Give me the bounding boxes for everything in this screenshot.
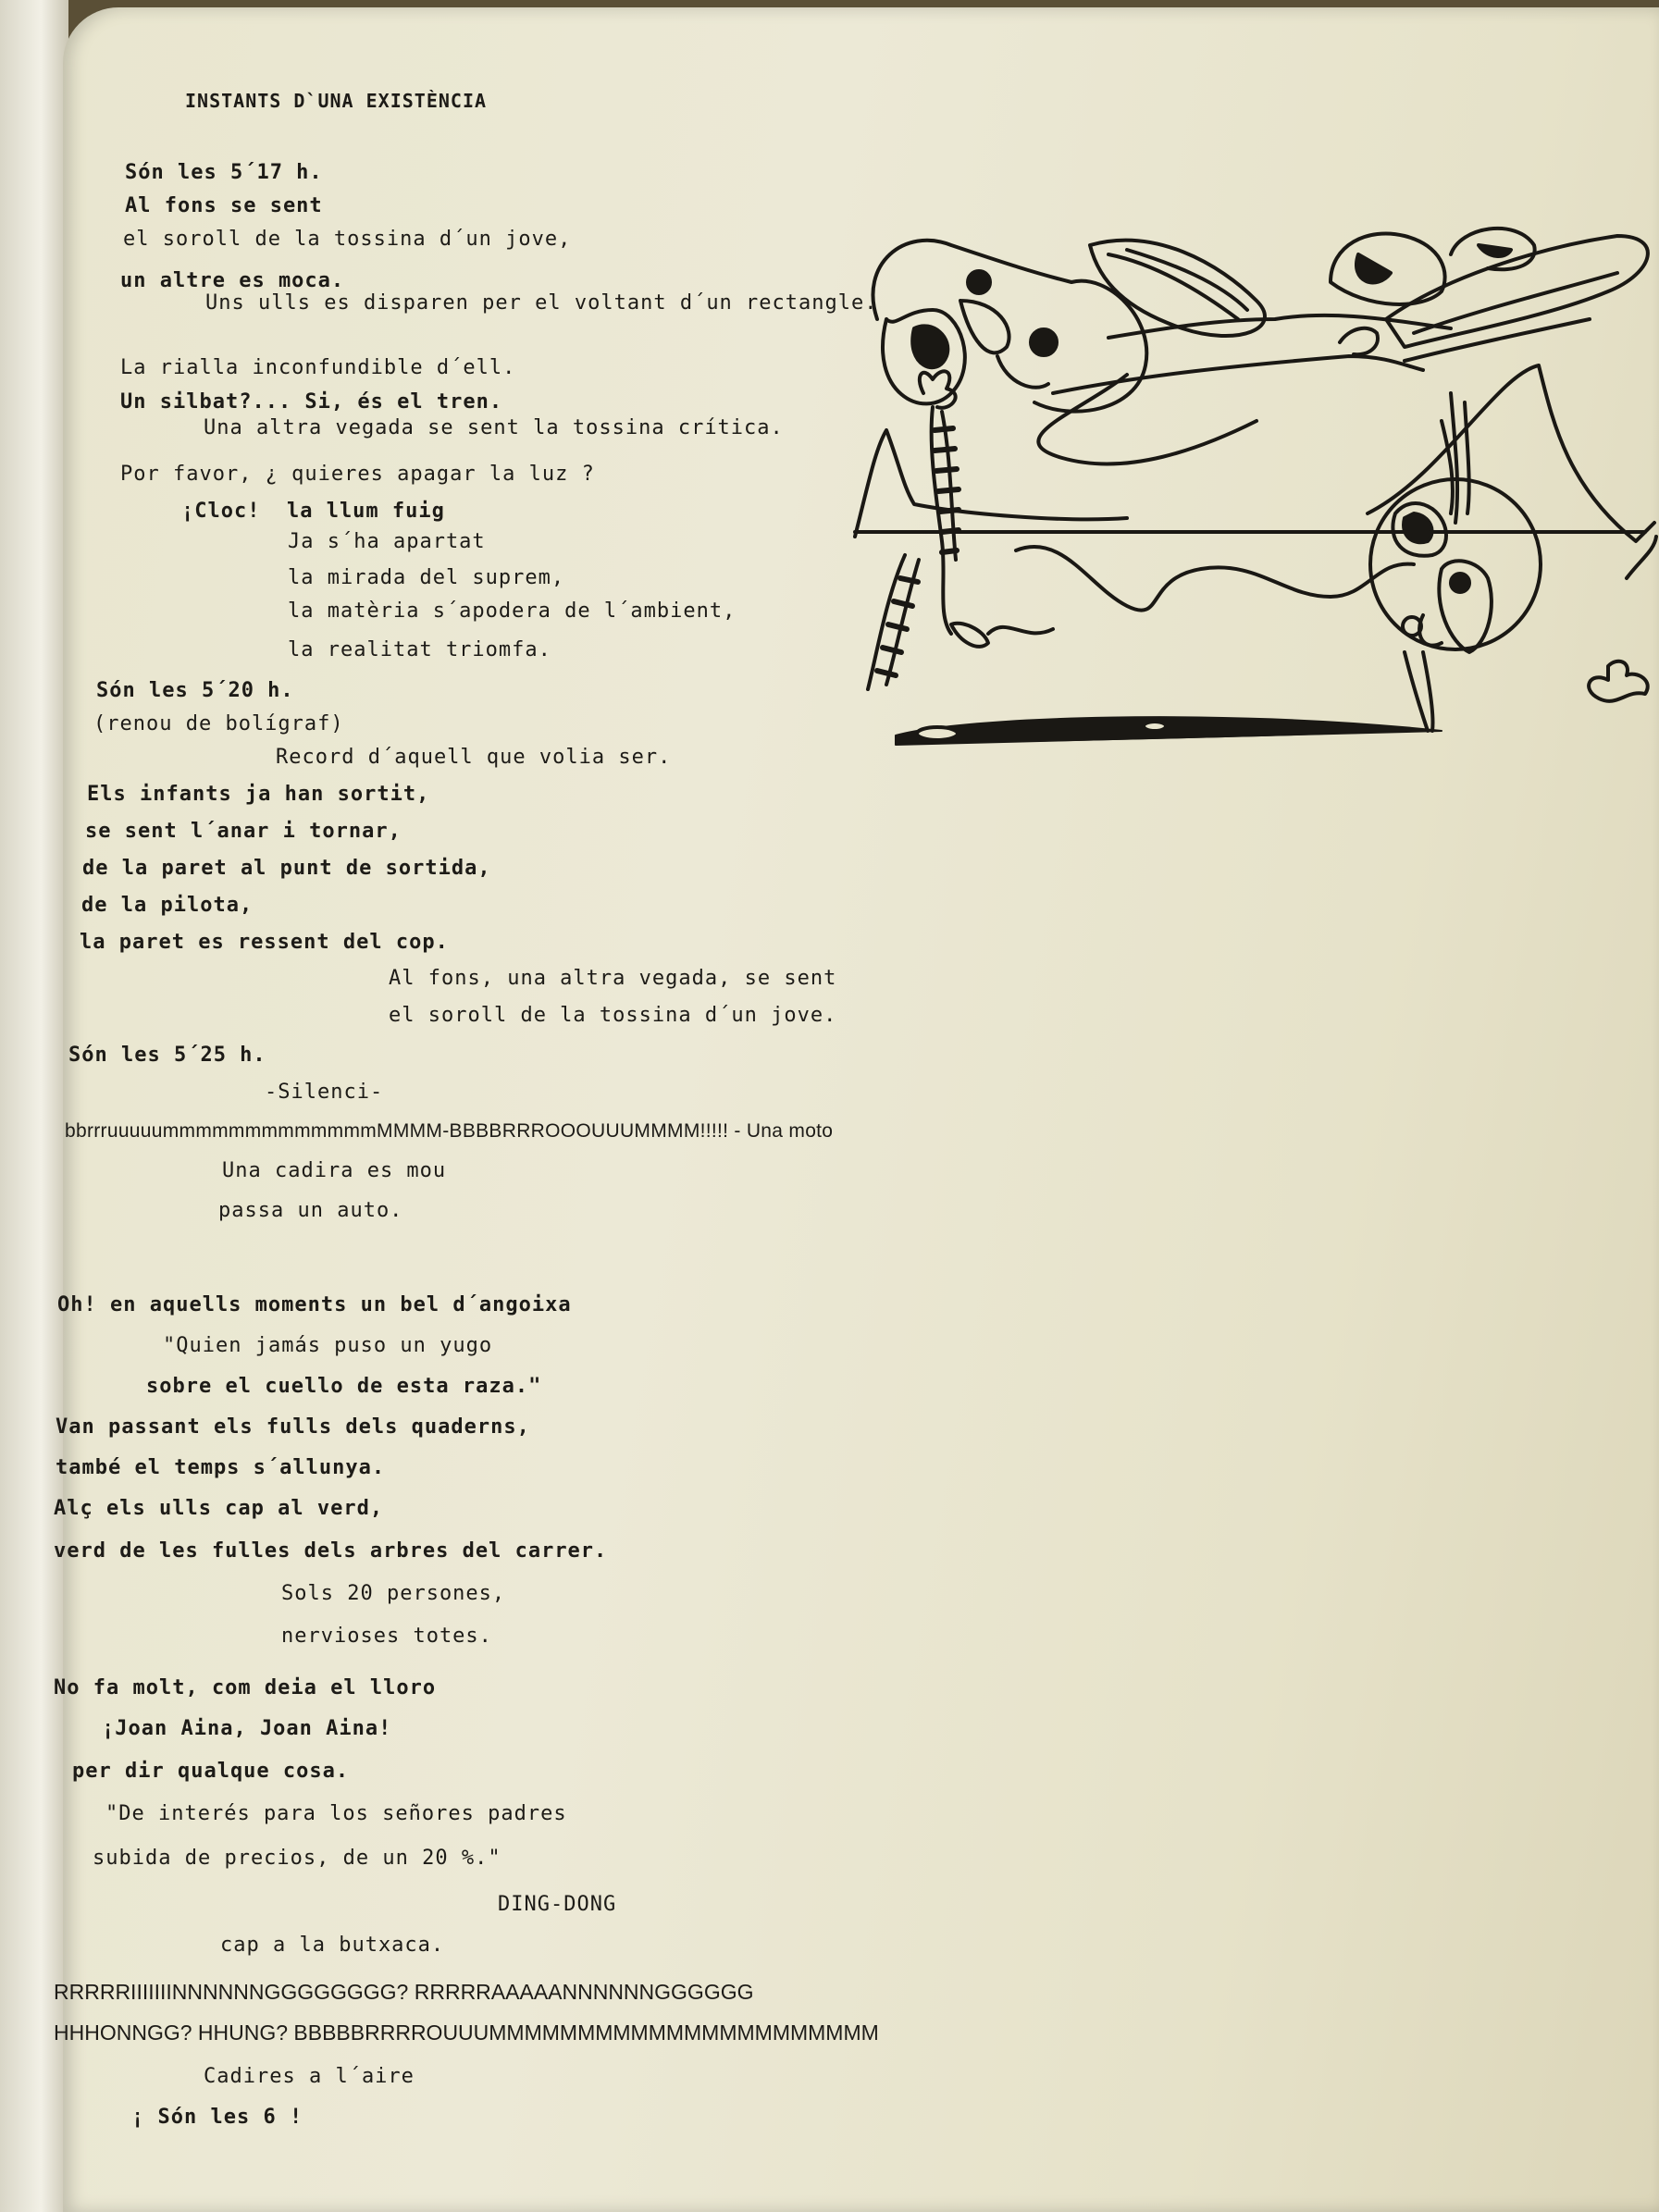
poem-line: subida de precios, de un 20 %."	[93, 1847, 501, 1870]
poem-line: "De interés para los señores padres	[105, 1802, 567, 1825]
poem-line: Són les 5´25 h.	[68, 1044, 266, 1067]
poem-line: Record d´aquell que volia ser.	[276, 746, 672, 769]
poem-line: Una cadira es mou	[222, 1159, 447, 1182]
poem-line: Els infants ja han sortit,	[87, 783, 430, 806]
poem-line: la realitat triomfa.	[288, 638, 551, 661]
poem-line: ¡ Són les 6 !	[131, 2106, 303, 2129]
poem-line: la paret es ressent del cop.	[80, 931, 449, 954]
poem-line: Alç els ulls cap al verd,	[54, 1497, 384, 1520]
poem-line: cap a la butxaca.	[220, 1934, 445, 1957]
poem-line: per dir qualque cosa.	[72, 1760, 350, 1783]
page-title: INSTANTS D`UNA EXISTÈNCIA	[185, 90, 488, 112]
poem-line: Van passant els fulls dels quaderns,	[56, 1415, 530, 1439]
poem-line: HHHONNGG? HHUNG? BBBBBRRRROUUUMMMMMMMMMMMMMMMMMMMMMM	[54, 2020, 879, 2045]
poem-line: Són les 5´20 h.	[96, 679, 294, 702]
poem-line: sobre el cuello de esta raza."	[146, 1375, 542, 1398]
poem-line: el soroll de la tossina d´un jove.	[389, 1004, 837, 1027]
poem-line: (renou de bolígraf)	[93, 712, 344, 735]
poem-line: ¡Cloc! la llum fuig	[181, 500, 445, 523]
poem-line: Oh! en aquells moments un bel d´angoixa	[57, 1293, 572, 1316]
poem-line: No fa molt, com deia el lloro	[54, 1676, 437, 1699]
poem-line: bbrrruuuuummmmmmmmmmmmmMMMM-BBBBRRROOOUUUMMMM!!!!! - Una moto	[65, 1120, 834, 1142]
poem-line: DING-DONG	[498, 1893, 617, 1916]
poem-line: Un silbat?... Si, és el tren.	[120, 390, 503, 414]
poem-line: Uns ulls es disparen per el voltant d´un rectangle.	[205, 291, 878, 315]
poem-line: Ja s´ha apartat	[288, 530, 486, 553]
poem-line: Una altra vegada se sent la tossina crítica.	[204, 416, 784, 439]
poem-line: "Quien jamás puso un yugo	[163, 1334, 493, 1357]
poem-line: Són les 5´17 h.	[125, 161, 323, 184]
surreal-ink-drawing	[849, 208, 1659, 754]
poem-line: un altre es moca.	[120, 269, 345, 292]
poem-line: nervioses totes.	[281, 1625, 492, 1648]
poem-line: Sols 20 persones,	[281, 1582, 506, 1605]
poem-line: el soroll de la tossina d´un jove,	[123, 228, 572, 251]
poem-line: la matèria s´apodera de l´ambient,	[288, 599, 737, 623]
poem-line: -Silenci-	[265, 1081, 384, 1104]
poem-line: La rialla inconfundible d´ell.	[120, 356, 516, 379]
poem-line: de la pilota,	[81, 894, 254, 917]
poem-line: passa un auto.	[218, 1199, 403, 1222]
book-page-edge	[0, 0, 68, 2212]
poem-line: RRRRRIIIIIIINNNNNNGGGGGGGG? RRRRRAAAAANNNNNNGGGGGG	[54, 1980, 754, 2004]
poem-line: Al fons se sent	[125, 194, 323, 217]
poem-line: Por favor, ¿ quieres apagar la luz ?	[120, 463, 595, 486]
poem-line: se sent l´anar i tornar,	[85, 820, 402, 843]
poem-line: verd de les fulles dels arbres del carrer.	[54, 1539, 608, 1563]
poem-line: de la paret al punt de sortida,	[82, 857, 491, 880]
poem-line: la mirada del suprem,	[288, 566, 565, 589]
poem-line: Cadires a l´aire	[204, 2065, 415, 2088]
poem-line: també el temps s´allunya.	[56, 1456, 386, 1479]
poem-line: ¡Joan Aina, Joan Aina!	[102, 1717, 392, 1740]
poem-line: Al fons, una altra vegada, se sent	[389, 967, 837, 990]
